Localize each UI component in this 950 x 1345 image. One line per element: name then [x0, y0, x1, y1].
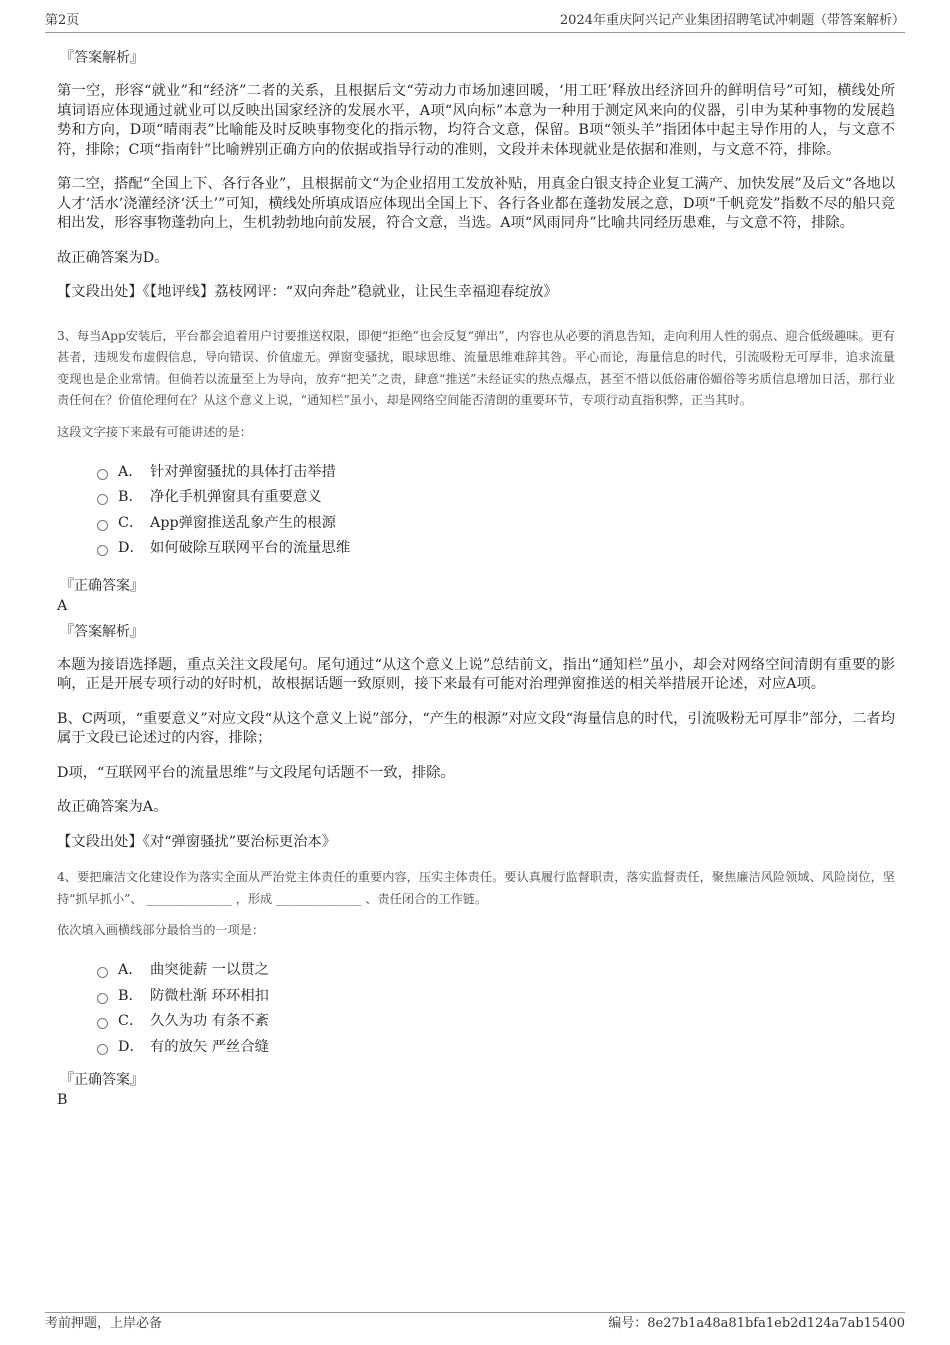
page-footer — [45, 1312, 905, 1335]
q2-source: 【文段出处】《【地评线】荔枝网评：“双向奔赴”稳就业，让民生幸福迎春绽放》 — [57, 284, 558, 300]
document-title: 2024年重庆阿兴记产业集团招聘笔试冲刺题（带答案解析） — [559, 13, 905, 28]
option-letter: D． — [118, 1038, 144, 1055]
option-letter: C． — [118, 514, 144, 531]
option-text: 有的放矢 严丝合缝 — [150, 1038, 269, 1055]
q3-prompt: 这段文字接下来最有可能讲述的是： — [57, 424, 252, 439]
radio-icon[interactable] — [97, 1018, 108, 1029]
q3-option-b[interactable] — [97, 485, 895, 511]
q3-analysis-label: 『答案解析』 — [60, 623, 144, 640]
q4-stem: 4、要把廉洁文化建设作为落实全面从严治党主体责任的重要内容，压实主体责任。要认真履行监督职责，落实监督责任，聚焦廉洁风险领域、风险岗位，坚持“抓早抓小”、 ______________ ，形成 ______________ 、责任闭合的工作链。 — [57, 870, 895, 906]
document-code: 编号：8e27b1a48a81bfa1eb2d124a7ab15400 — [608, 1316, 905, 1331]
option-text: 针对弹窗骚扰的具体打击举措 — [150, 463, 336, 480]
q4-option-b[interactable] — [97, 984, 895, 1010]
q4-answer: B — [57, 1092, 68, 1108]
q3-conclusion: 故正确答案为A。 — [57, 799, 168, 815]
radio-icon[interactable] — [97, 1044, 108, 1055]
q2-analysis-paragraph-1: 第一空，形容“就业”和“经济”二者的关系，且根据后文“劳动力市场加速回暖，‘用工旺’释放出经济回升的鲜明信号”可知，横线处所填词语应体现通过就业可以反映出国家经济的发展水平，A项“风向标”本意为一种用于测定风来向的仪器，引申为某种事物的发展趋势和方向，D项“晴雨表”比喻能及时反映事物变化的指示物，均符合文意，保留。B项“领头羊”指团体中起主导作用的人，与文意不符，排除；C项“指南针”比喻辨别正确方向的依据或指导行动的准则，文段并未体现就业是依据和准则，与文意不符，排除。 — [57, 83, 895, 158]
q3-answer-label: 『正确答案』 — [60, 577, 144, 594]
radio-icon[interactable] — [97, 469, 108, 480]
radio-icon[interactable] — [97, 967, 108, 978]
option-text: App弹窗推送乱象产生的根源 — [150, 514, 336, 531]
q3-source: 【文段出处】《对“弹窗骚扰”要治标更治本》 — [57, 833, 337, 850]
q3-analysis-paragraph-2: B、C两项，“重要意义”对应文段“从这个意义上说”部分，“产生的根源”对应文段“海量信息的时代，引流吸粉无可厚非”部分，二者均属于文段已论述过的内容，排除； — [57, 710, 895, 746]
q3-option-c[interactable] — [97, 511, 895, 537]
option-letter: B． — [118, 987, 143, 1004]
q3-answer: A — [57, 597, 68, 614]
option-letter: D． — [118, 540, 144, 556]
page-header — [45, 10, 905, 33]
q4-option-d[interactable] — [97, 1035, 895, 1061]
option-letter: A． — [118, 962, 143, 978]
q2-analysis-paragraph-2: 第二空，搭配“全国上下、各行各业”，且根据前文“为企业招用工发放补贴，用真金白银支持企业复工满产、加快发展”及后文“各地以人才‘活水’浇灌经济‘沃土’”可知，横线处所填成语应体现出全国上下、各行各业都在蓬勃发展之意，D项“千帆竞发”指数不尽的船只竞相出发，形容事物蓬勃向上，生机勃勃地向前发展，符合文意，当选。A项“风雨同舟”比喻共同经历患难，与文意不符，排除。 — [57, 176, 895, 231]
q3-option-a[interactable] — [97, 460, 895, 486]
option-text: 久久为功 有条不紊 — [150, 1013, 269, 1029]
radio-icon[interactable] — [97, 545, 108, 556]
page-content — [57, 42, 895, 1110]
footer-slogan: 考前押题，上岸必备 — [45, 1316, 163, 1331]
option-letter: B． — [118, 489, 143, 505]
q3-stem: 3、每当App安装后，平台都会追着用户讨要推送权限，即便“拒绝”也会反复“弹出”，内容也从必要的消息告知，走向利用人性的弱点、迎合低级趣味。更有甚者，违规发布虚假信息，导向错误、价值虚无。弹窗变骚扰，眼球思维、流量思维难辞其咎。平心而论，海量信息的时代，引流吸粉无可厚非，追求流量变现也是企业常情。但倘若以流量至上为导向，放弃“把关”之责，肆意“推送”未经证实的热点爆点，甚至不惜以低俗庸俗媚俗等劣质信息增加日活，那行业责任何在？价值伦理何在？从这个意义上说，“通知栏”虽小，却是网络空间能否清朗的重要环节，专项行动直指积弊，正当其时。 — [57, 328, 895, 407]
q2-analysis-label: 『答案解析』 — [60, 50, 144, 66]
q4-answer-label: 『正确答案』 — [60, 1072, 144, 1088]
option-letter: C． — [118, 1013, 144, 1029]
q3-option-d[interactable] — [97, 536, 895, 562]
radio-icon[interactable] — [97, 993, 108, 1004]
radio-icon[interactable] — [97, 494, 108, 505]
q2-conclusion: 故正确答案为D。 — [57, 249, 169, 266]
q3-options — [97, 460, 895, 562]
q4-option-c[interactable] — [97, 1009, 895, 1035]
radio-icon[interactable] — [97, 520, 108, 531]
option-letter: A． — [118, 463, 143, 480]
q4-prompt: 依次填入画横线部分最恰当的一项是： — [57, 923, 265, 937]
q3-analysis-paragraph-1: 本题为接语选择题，重点关注文段尾句。尾句通过“从这个意义上说”总结前文，指出“通知栏”虽小，却会对网络空间清朗有重要的影响，正是开展专项行动的好时机，故根据话题一致原则，接下来最有可能对治理弹窗推送的相关举措展开论述，对应A项。 — [57, 656, 895, 692]
option-text: 曲突徙薪 一以贯之 — [150, 962, 269, 978]
q3-analysis-paragraph-3: D项，“互联网平台的流量思维”与文段尾句话题不一致，排除。 — [57, 764, 455, 781]
option-text: 如何破除互联网平台的流量思维 — [150, 540, 351, 556]
q4-options — [97, 958, 895, 1060]
page-number: 第2页 — [45, 13, 80, 28]
q4-option-a[interactable] — [97, 958, 895, 984]
option-text: 防微杜渐 环环相扣 — [150, 987, 269, 1004]
option-text: 净化手机弹窗具有重要意义 — [150, 489, 322, 505]
